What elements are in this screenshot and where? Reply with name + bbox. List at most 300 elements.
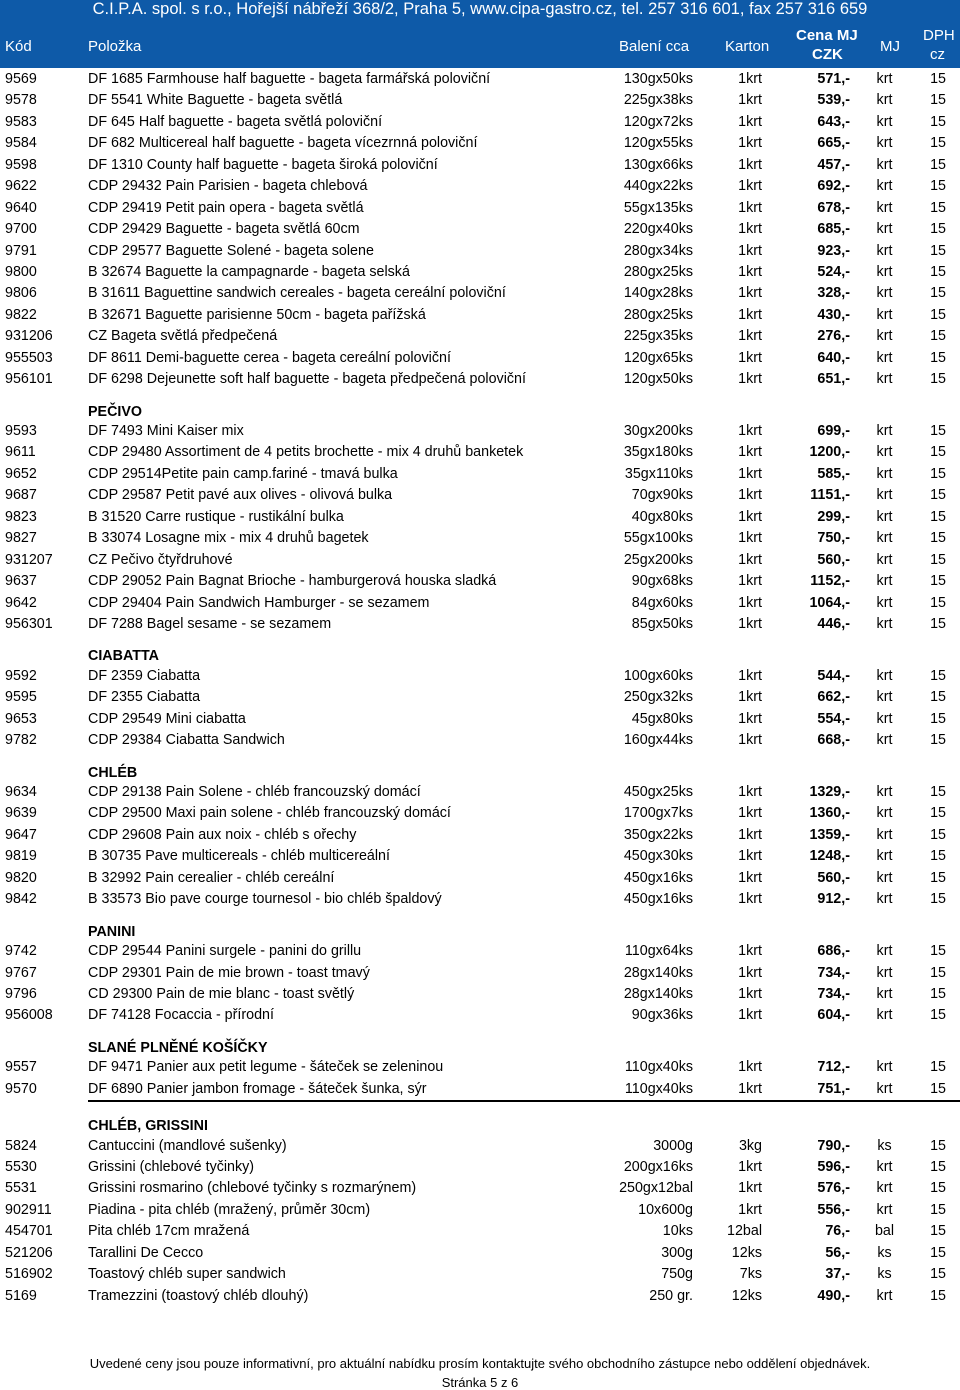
header-bar [0, 0, 960, 68]
item-price: 1200,- [809, 444, 850, 461]
item-price: 923,- [817, 242, 850, 259]
item-unit: krt [876, 1159, 893, 1175]
item-carton: 1krt [738, 221, 762, 238]
col-header-czk: CZK [812, 46, 843, 63]
table-row [0, 1220, 960, 1241]
item-price: 1360,- [809, 805, 850, 822]
item-price: 734,- [817, 985, 850, 1002]
item-code: 9611 [5, 444, 36, 461]
item-unit: ks [877, 1137, 892, 1154]
table-row [0, 484, 960, 505]
item-code: 9570 [5, 1080, 37, 1097]
section-title [0, 919, 960, 940]
item-name: CDP 29432 Pain Parisien - bageta chlebová [88, 178, 368, 195]
table-row [0, 506, 960, 527]
item-name: DF 2355 Ciabatta [88, 689, 201, 706]
item-packaging: 3000g [653, 1137, 693, 1154]
table-row [0, 1285, 960, 1306]
item-name: CDP 29052 Pain Bagnat Brioche - hamburgerová houska sladká [88, 573, 497, 590]
item-name: DF 6890 Panier jambon fromage - šáteček šunka, sýr [88, 1080, 427, 1097]
item-unit: krt [876, 848, 893, 865]
table-row [0, 1199, 960, 1220]
item-packaging: 10x600g [638, 1201, 693, 1218]
item-vat: 15 [930, 285, 946, 302]
item-unit: krt [876, 263, 893, 280]
item-carton: 3kg [738, 1137, 762, 1154]
item-unit: krt [876, 328, 893, 345]
item-carton: 1krt [738, 573, 762, 590]
item-vat: 15 [930, 1080, 946, 1097]
table-row [0, 1177, 960, 1198]
item-code: 902911 [5, 1201, 52, 1218]
item-carton: 1krt [738, 263, 762, 280]
item-name: CDP 29138 Pain Solene - chléb francouzský domácí [88, 784, 421, 800]
table-row [0, 592, 960, 613]
item-vat: 15 [930, 869, 946, 886]
item-packaging: 120gx65ks [623, 349, 693, 366]
item-packaging: 250 gr. [649, 1287, 693, 1304]
item-packaging: 280gx25ks [623, 263, 693, 280]
table-row [0, 368, 960, 389]
item-price: 576,- [817, 1180, 850, 1197]
item-carton: 1krt [738, 92, 762, 109]
item-name: CDP 29404 Pain Sandwich Hamburger - se sezamem [88, 594, 430, 611]
item-name: DF 74128 Focaccia - přírodní [88, 1007, 274, 1024]
item-vat: 15 [930, 1266, 946, 1283]
item-name: B 33074 Losagne mix - mix 4 druhů bagetek [88, 530, 369, 547]
item-name: Grissini rosmarino (chlebové tyčinky s rozmarýnem) [88, 1180, 417, 1197]
item-code: 9652 [5, 465, 37, 482]
table-row [0, 1135, 960, 1156]
item-unit: krt [876, 732, 893, 749]
item-packaging: 450gx16ks [623, 869, 693, 886]
col-header-cena: Cena MJ [796, 27, 858, 44]
item-name: CDP 29480 Assortiment de 4 petits brochette - mix 4 druhů banketek [88, 444, 524, 461]
item-name: DF 682 Multicereal half baguette - bageta vícezrnná poloviční [88, 135, 478, 152]
item-unit: krt [876, 1201, 893, 1218]
item-unit: krt [876, 487, 893, 504]
item-code: 9593 [5, 423, 37, 439]
item-name: B 30735 Pave multicereals - chléb multicereální [88, 848, 390, 865]
item-packaging: 110gx64ks [624, 943, 693, 960]
item-packaging: 120gx55ks [623, 135, 693, 152]
section-title [0, 643, 960, 664]
item-code: 9822 [5, 306, 37, 323]
item-packaging: 35gx180ks [623, 444, 693, 461]
item-unit: ks [877, 1244, 892, 1261]
item-name: DF 9471 Panier aux petit legume - šáteček se zeleninou [88, 1059, 444, 1076]
item-unit: krt [876, 1287, 893, 1304]
section-title [0, 760, 960, 781]
table-row [0, 613, 960, 634]
item-packaging: 280gx34ks [623, 242, 693, 259]
table-row [0, 441, 960, 462]
item-name: CD 29300 Pain de mie blanc - toast světlý [88, 985, 355, 1002]
item-name: CDP 29419 Petit pain opera - bageta světlá [88, 199, 364, 216]
item-price: 1329,- [809, 784, 850, 800]
item-name: Pita chléb 17cm mražená [88, 1223, 250, 1240]
item-unit: krt [876, 199, 893, 216]
section-gap [0, 1026, 960, 1035]
item-vat: 15 [930, 943, 946, 960]
item-vat: 15 [930, 221, 946, 238]
table-row [0, 570, 960, 591]
item-vat: 15 [930, 964, 946, 981]
item-name: CDP 29384 Ciabatta Sandwich [88, 732, 285, 749]
item-packaging: 440gx22ks [623, 178, 693, 195]
item-code: 9592 [5, 667, 37, 684]
item-carton: 7ks [739, 1266, 762, 1283]
item-vat: 15 [930, 135, 946, 152]
item-code: 956101 [5, 371, 53, 388]
item-packaging: 750g [661, 1266, 693, 1283]
item-vat: 15 [930, 444, 946, 461]
item-price: 560,- [817, 869, 850, 886]
item-carton: 1krt [738, 1059, 762, 1076]
item-name: DF 6298 Dejeunette soft half baguette - bageta předpečená poloviční [88, 371, 526, 388]
item-code: 9782 [5, 732, 37, 749]
item-carton: 1krt [738, 689, 762, 706]
table-row [0, 261, 960, 282]
item-name: CDP 29500 Maxi pain solene - chléb francouzský domácí [88, 805, 451, 822]
section-title [0, 399, 960, 420]
item-packaging: 450gx16ks [623, 891, 693, 908]
item-carton: 1krt [738, 285, 762, 302]
item-carton: 1krt [738, 199, 762, 216]
item-carton: 1krt [738, 444, 762, 461]
item-price: 685,- [817, 221, 850, 238]
item-unit: krt [876, 667, 893, 684]
table-row [0, 824, 960, 845]
item-carton: 1krt [738, 71, 762, 87]
item-carton: 1krt [738, 891, 762, 908]
item-vat: 15 [930, 551, 946, 568]
table-row [0, 962, 960, 983]
item-price: 678,- [817, 199, 850, 216]
item-packaging: 55gx100ks [623, 530, 693, 547]
item-vat: 15 [930, 1201, 946, 1218]
item-code: 9598 [5, 156, 37, 173]
item-vat: 15 [930, 784, 946, 800]
item-vat: 15 [930, 1159, 946, 1175]
item-price: 524,- [817, 263, 850, 280]
item-vat: 15 [930, 1223, 946, 1240]
item-price: 328,- [817, 285, 850, 302]
item-name: CDP 29429 Baguette - bageta světlá 60cm [88, 221, 360, 238]
table-row [0, 1078, 960, 1099]
item-name: Tarallini De Cecco [88, 1244, 204, 1261]
item-carton: 1krt [738, 508, 762, 525]
item-packaging: 1700gx7ks [623, 805, 693, 822]
item-packaging: 225gx35ks [623, 328, 693, 345]
section-title-text: SLANÉ PLNĚNÉ KOŠÍČKY [88, 1039, 268, 1056]
item-unit: krt [876, 530, 893, 547]
item-code: 9796 [5, 985, 37, 1002]
item-carton: 1krt [738, 487, 762, 504]
item-name: DF 1310 County half baguette - bageta široká poloviční [88, 156, 438, 173]
item-vat: 15 [930, 667, 946, 684]
item-vat: 15 [930, 985, 946, 1002]
item-vat: 15 [930, 465, 946, 482]
item-vat: 15 [930, 710, 946, 727]
item-name: Toastový chléb super sandwich [88, 1266, 286, 1283]
table-row [0, 111, 960, 132]
col-header-kod: Kód [5, 38, 32, 55]
item-unit: krt [876, 178, 893, 195]
item-price: 76,- [825, 1223, 850, 1240]
item-packaging: 110gx40ks [624, 1080, 693, 1097]
company-line: C.I.P.A. spol. s r.o., Hořejší nábřeží 368/2, Praha 5, www.cipa-gastro.cz, tel. 257 316 601, fax 257 316 659 [92, 0, 868, 18]
item-code: 9647 [5, 826, 37, 843]
item-code: 9823 [5, 508, 37, 525]
item-name: CDP 29587 Petit pavé aux olives - olivová bulka [88, 487, 393, 504]
item-packaging: 84gx60ks [631, 594, 693, 611]
item-unit: krt [876, 285, 893, 302]
item-name: Cantuccini (mandlové sušenky) [88, 1137, 287, 1154]
table-row [0, 325, 960, 346]
item-carton: 1krt [738, 826, 762, 843]
item-packaging: 90gx68ks [631, 573, 693, 590]
col-header-karton: Karton [725, 38, 770, 55]
item-name: Tramezzini (toastový chléb dlouhý) [88, 1287, 309, 1304]
item-unit: krt [876, 805, 893, 822]
table-row [0, 132, 960, 153]
item-name: Grissini (chlebové tyčinky) [88, 1159, 255, 1175]
item-unit: krt [876, 1007, 893, 1024]
item-carton: 1krt [738, 667, 762, 684]
item-code: 454701 [5, 1223, 53, 1240]
section-title-text: PEČIVO [88, 403, 143, 420]
item-price: 912,- [817, 891, 850, 908]
item-code: 9557 [5, 1059, 37, 1076]
item-name: DF 8611 Demi-baguette cerea - bageta cereální poloviční [88, 349, 451, 366]
item-price: 686,- [817, 943, 850, 960]
item-packaging: 450gx25ks [623, 784, 693, 800]
item-carton: 1krt [738, 423, 762, 439]
item-code: 521206 [5, 1244, 53, 1261]
item-price: 430,- [817, 306, 850, 323]
item-price: 712,- [817, 1059, 850, 1076]
table-row [0, 549, 960, 570]
item-carton: 1krt [738, 805, 762, 822]
item-carton: 1krt [738, 710, 762, 727]
price-list [0, 68, 960, 1306]
item-code: 9622 [5, 178, 37, 195]
item-price: 662,- [817, 689, 850, 706]
item-vat: 15 [930, 848, 946, 865]
item-code: 9842 [5, 891, 37, 908]
table-row [0, 527, 960, 548]
item-vat: 15 [930, 573, 946, 590]
item-code: 9584 [5, 135, 37, 152]
item-price: 751,- [817, 1080, 850, 1097]
item-unit: ks [877, 1266, 892, 1283]
item-name: CDP 29608 Pain aux noix - chléb s ořechy [88, 826, 357, 843]
item-vat: 15 [930, 306, 946, 323]
item-name: B 32674 Baguette la campagnarde - bageta selská [88, 263, 410, 280]
item-packaging: 100gx60ks [623, 667, 693, 684]
item-code: 9583 [5, 113, 37, 130]
item-name: Piadina - pita chléb (mražený, průměr 30cm) [88, 1201, 371, 1218]
item-price: 585,- [817, 465, 850, 482]
table-row [0, 686, 960, 707]
item-unit: krt [876, 242, 893, 259]
table-row [0, 347, 960, 368]
item-unit: krt [876, 784, 893, 800]
item-carton: 12bal [727, 1223, 762, 1240]
item-packaging: 110gx40ks [624, 1059, 693, 1076]
item-carton: 1krt [738, 551, 762, 568]
item-code: 9791 [5, 242, 37, 259]
item-vat: 15 [930, 328, 946, 345]
item-vat: 15 [930, 371, 946, 388]
item-vat: 15 [930, 199, 946, 216]
item-unit: krt [876, 135, 893, 152]
item-name: DF 2359 Ciabatta [88, 667, 201, 684]
item-packaging: 140gx28ks [623, 285, 693, 302]
item-price: 790,- [817, 1137, 850, 1154]
item-price: 668,- [817, 732, 850, 749]
table-row [0, 154, 960, 175]
item-carton: 1krt [738, 371, 762, 388]
item-vat: 15 [930, 1059, 946, 1076]
table-row [0, 89, 960, 110]
table-row [0, 282, 960, 303]
item-name: DF 7288 Bagel sesame - se sezamem [88, 615, 332, 632]
item-vat: 15 [930, 615, 946, 632]
item-vat: 15 [930, 530, 946, 547]
item-vat: 15 [930, 487, 946, 504]
item-unit: krt [876, 349, 893, 366]
section-gap [0, 910, 960, 919]
table-row [0, 665, 960, 686]
item-name: B 32671 Baguette parisienne 50cm - bageta pařížská [88, 306, 426, 323]
item-price: 1152,- [810, 573, 850, 590]
page-number: Stránka 5 z 6 [441, 1375, 519, 1390]
item-vat: 15 [930, 1007, 946, 1024]
item-price: 556,- [817, 1201, 850, 1218]
item-code: 9634 [5, 784, 37, 800]
item-vat: 15 [930, 349, 946, 366]
item-packaging: 130gx66ks [623, 156, 693, 173]
item-packaging: 25gx200ks [623, 551, 693, 568]
item-name: CDP 29577 Baguette Solené - bageta solene [88, 242, 374, 259]
item-carton: 1krt [738, 1180, 762, 1197]
item-price: 37,- [825, 1266, 850, 1283]
item-carton: 1krt [738, 1080, 762, 1097]
item-packaging: 10ks [662, 1223, 693, 1240]
item-vat: 15 [930, 92, 946, 109]
item-vat: 15 [930, 826, 946, 843]
item-vat: 15 [930, 178, 946, 195]
table-row [0, 1263, 960, 1284]
table-row [0, 463, 960, 484]
item-packaging: 160gx44ks [623, 732, 693, 749]
item-price: 539,- [817, 92, 850, 109]
item-vat: 15 [930, 508, 946, 525]
item-price: 665,- [817, 135, 850, 152]
item-carton: 1krt [738, 869, 762, 886]
item-unit: krt [876, 465, 893, 482]
item-price: 640,- [817, 349, 850, 366]
item-name: CDP 29514Petite pain camp.fariné - tmavá bulka [88, 465, 398, 482]
item-packaging: 200gx16ks [623, 1159, 693, 1175]
item-carton: 1krt [738, 113, 762, 130]
table-row [0, 1056, 960, 1077]
col-header-dph-cz: cz [930, 46, 945, 63]
item-vat: 15 [930, 423, 946, 439]
item-carton: 12ks [731, 1244, 762, 1261]
item-code: 9637 [5, 573, 37, 590]
item-carton: 1krt [738, 1159, 762, 1175]
section-title-text: CHLÉB, GRISSINI [88, 1118, 208, 1135]
item-code: 5530 [5, 1159, 37, 1175]
item-code: 9820 [5, 869, 37, 886]
item-code: 9569 [5, 71, 37, 87]
item-carton: 1krt [738, 1201, 762, 1218]
table-row [0, 68, 960, 89]
item-unit: krt [876, 1180, 893, 1197]
item-name: B 31520 Carre rustique - rustikální bulka [88, 508, 344, 525]
item-unit: krt [876, 891, 893, 908]
table-row [0, 175, 960, 196]
item-packaging: 220gx40ks [623, 221, 693, 238]
section-title-text: CHLÉB [88, 764, 138, 781]
item-price: 1359,- [809, 826, 850, 843]
item-name: CZ Bageta světlá předpečená [88, 328, 278, 345]
item-price: 692,- [817, 178, 850, 195]
item-price: 276,- [817, 328, 850, 345]
section-title-text: CIABATTA [88, 648, 159, 665]
item-unit: krt [876, 594, 893, 611]
item-carton: 1krt [738, 1007, 762, 1024]
item-unit: krt [876, 869, 893, 886]
section-gap [0, 751, 960, 760]
item-unit: krt [876, 551, 893, 568]
item-unit: krt [876, 444, 893, 461]
item-unit: krt [876, 156, 893, 173]
table-row [0, 940, 960, 961]
item-unit: krt [876, 371, 893, 388]
item-code: 931207 [5, 551, 53, 568]
item-carton: 1krt [738, 178, 762, 195]
item-unit: krt [876, 71, 893, 87]
table-row [0, 197, 960, 218]
item-packaging: 250gx32ks [623, 689, 693, 706]
item-carton: 1krt [738, 349, 762, 366]
item-price: 604,- [817, 1007, 850, 1024]
item-carton: 1krt [738, 306, 762, 323]
item-code: 5531 [5, 1180, 37, 1197]
item-packaging: 350gx22ks [623, 826, 693, 843]
table-row [0, 781, 960, 802]
table-row [0, 708, 960, 729]
table-row [0, 420, 960, 441]
item-carton: 1krt [738, 848, 762, 865]
item-price: 699,- [817, 423, 850, 439]
table-row [0, 729, 960, 750]
item-code: 9578 [5, 92, 37, 109]
item-packaging: 28gx140ks [623, 964, 693, 981]
item-price: 554,- [817, 710, 850, 727]
item-carton: 1krt [738, 985, 762, 1002]
item-carton: 1krt [738, 465, 762, 482]
item-unit: krt [876, 92, 893, 109]
item-price: 1064,- [809, 594, 850, 611]
item-code: 5824 [5, 1137, 37, 1154]
item-code: 9767 [5, 964, 37, 981]
item-price: 571,- [817, 71, 850, 87]
